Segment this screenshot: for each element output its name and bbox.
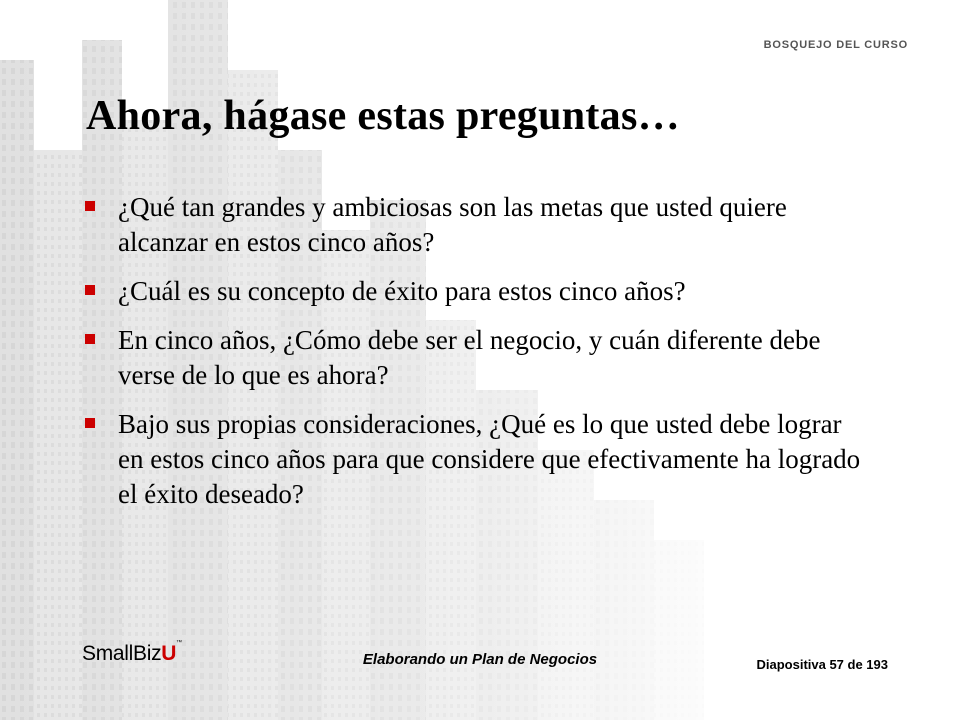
- footer-title: Elaborando un Plan de Negocios: [362, 651, 598, 668]
- course-outline-label: BOSQUEJO DEL CURSO: [763, 39, 908, 51]
- bullet-text: Bajo sus propias consideraciones, ¿Qué es lo que usted debe lograr en estos cinco años para que considere que efectivamente ha logrado el éxito deseado?: [118, 409, 861, 509]
- logo-prefix: SmallBiz: [82, 642, 162, 665]
- bullet-item: [84, 274, 864, 309]
- bullet-text: ¿Cuál es su concepto de éxito para estos cinco años?: [118, 276, 686, 306]
- square-bullet-icon: [85, 334, 95, 344]
- trademark-mark: ™: [176, 640, 182, 646]
- square-bullet-icon: [85, 285, 95, 295]
- logo-accent: U: [161, 642, 177, 665]
- bullet-item: [84, 190, 864, 260]
- square-bullet-icon: [85, 418, 95, 428]
- bullet-list: [84, 190, 864, 526]
- slide-title: Ahora, hágase estas preguntas…: [86, 93, 680, 139]
- square-bullet-icon: [85, 201, 95, 211]
- bullet-text: ¿Qué tan grandes y ambiciosas son las metas que usted quiere alcanzar en estos cinco años?: [118, 192, 787, 257]
- bullet-item: [84, 323, 864, 393]
- slide-number: Diapositiva 57 de 193: [756, 657, 888, 672]
- bullet-item: [84, 407, 864, 512]
- bullet-text: En cinco años, ¿Cómo debe ser el negocio, y cuán diferente debe verse de lo que es ahora?: [118, 325, 821, 390]
